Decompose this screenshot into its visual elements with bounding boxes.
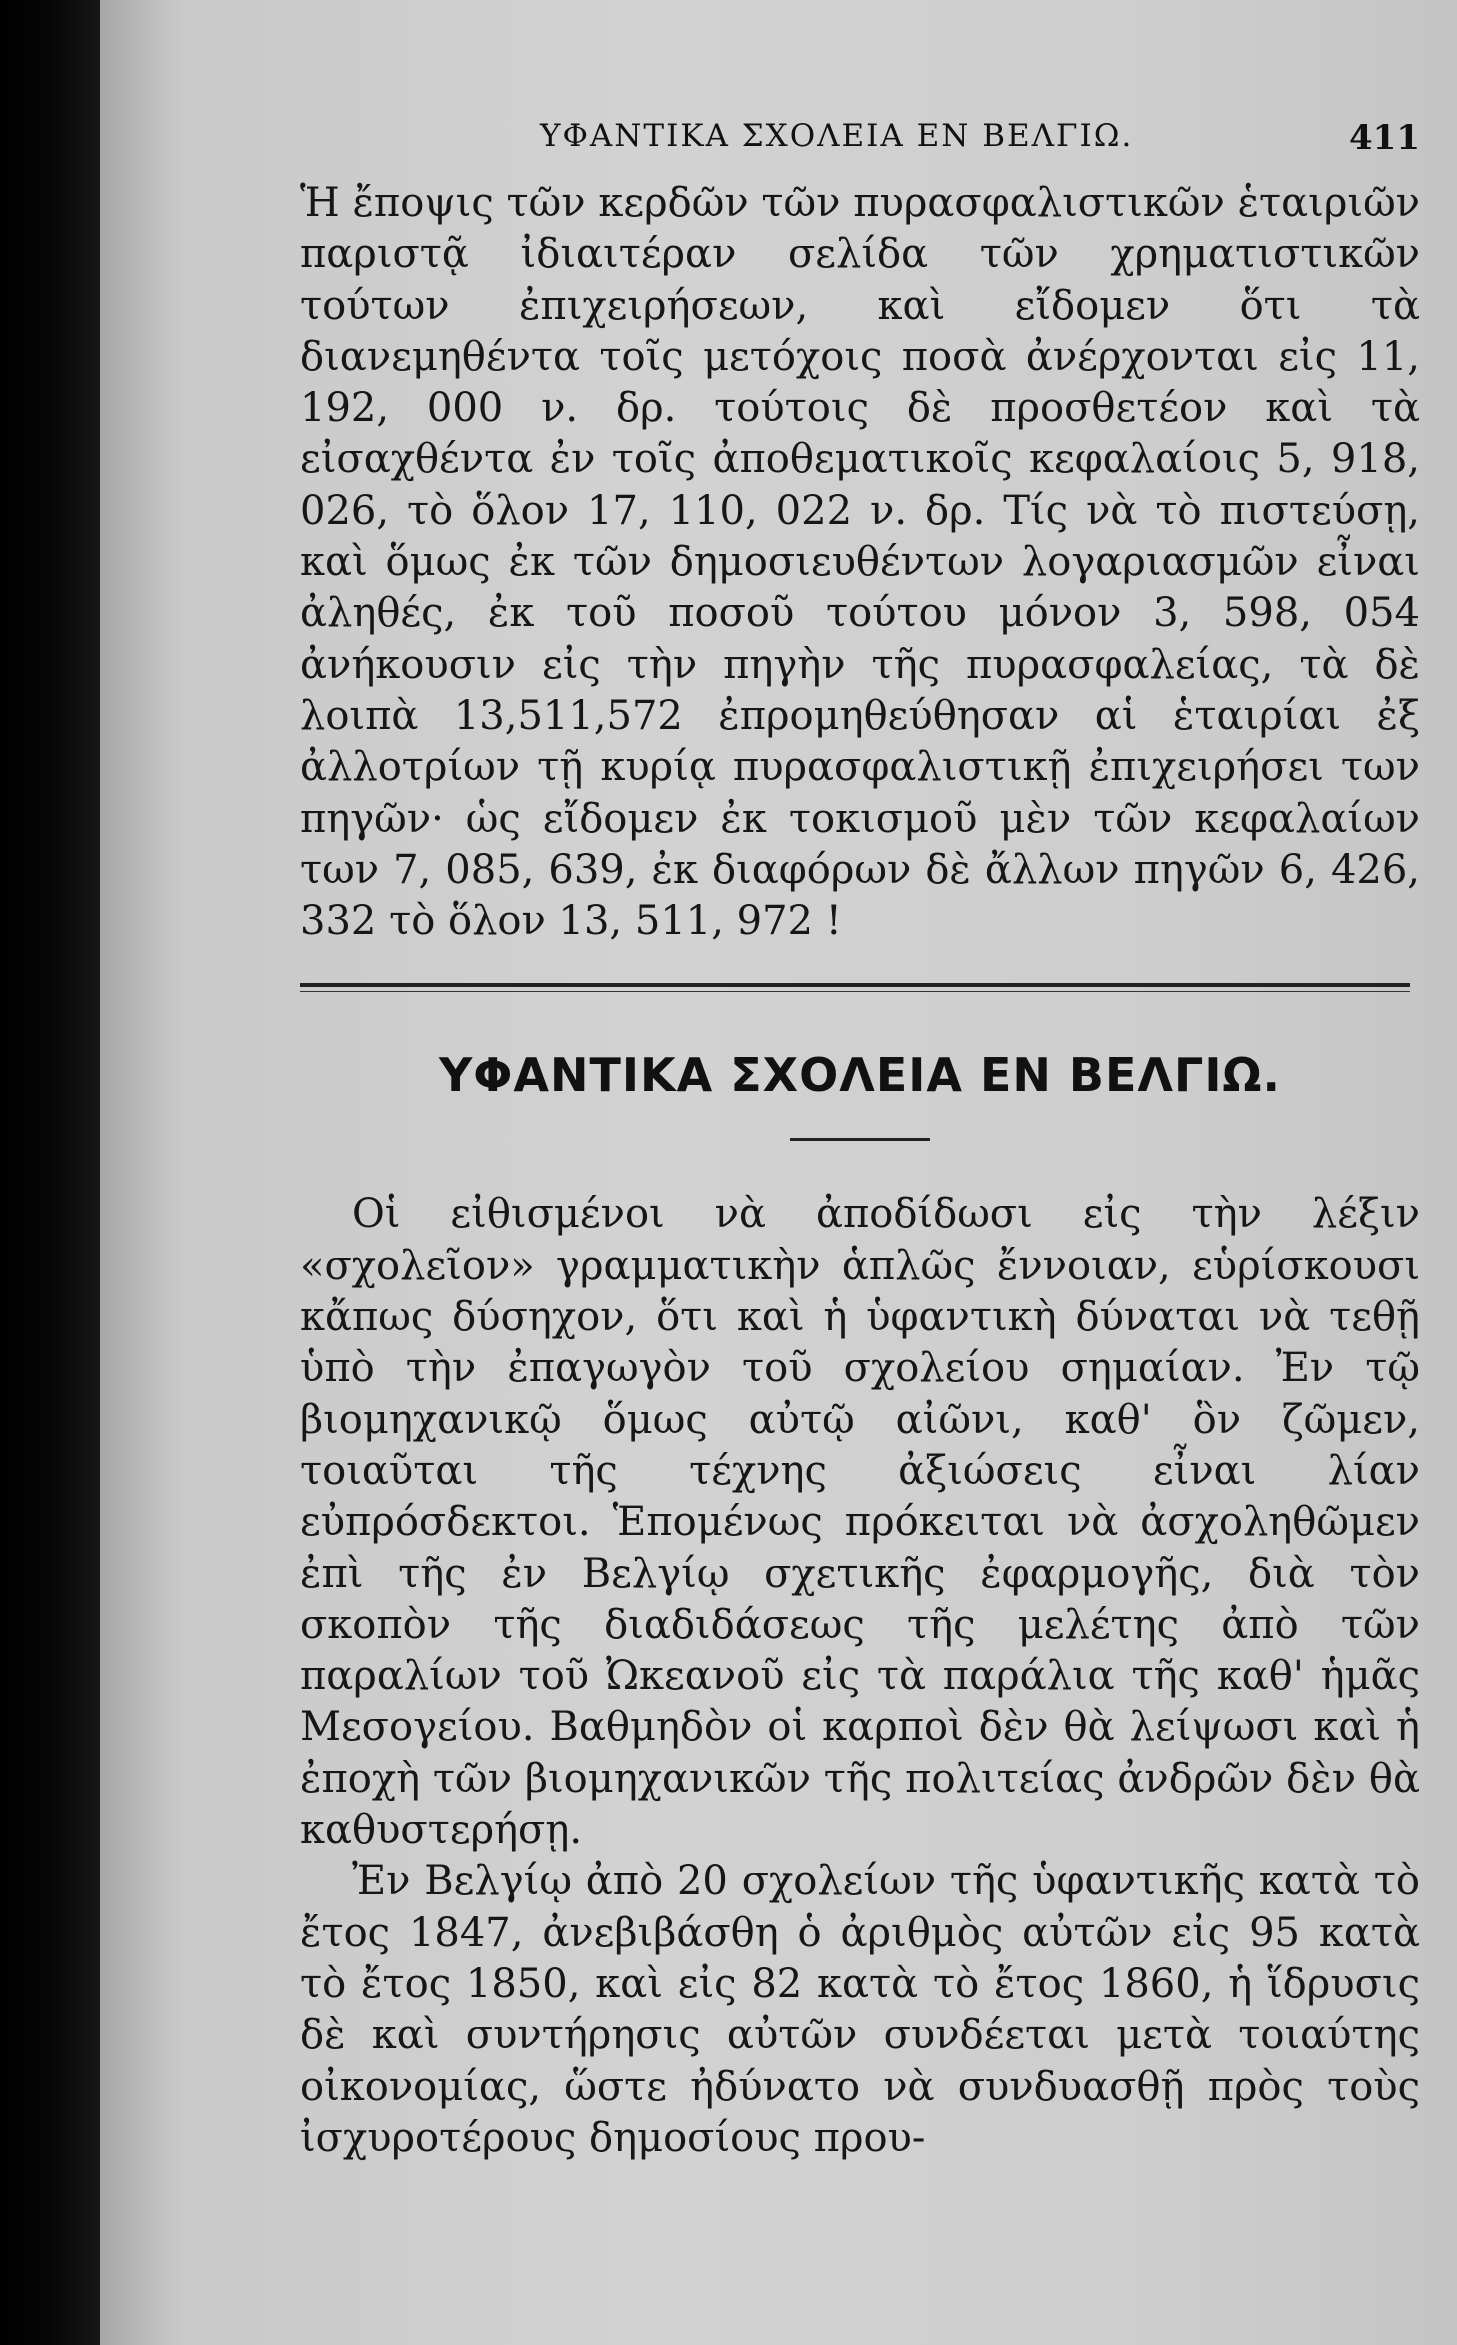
book-binding-shadow [0,0,108,2345]
book-page [100,0,1457,2345]
running-title: ΥΦΑΝΤΙΚΑ ΣΧΟΛΕΙΑ ΕΝ ΒΕΛΓΙΩ. [540,118,1134,154]
title-underline [790,1138,930,1141]
page-number: 411 [1349,118,1420,158]
paragraph-weaving-schools-belgium: Ἐν Βελγίῳ ἀπὸ 20 σχολείων τῆς ὑφαντικῆς κατὰ τὸ ἔτος 1847, ἀνεβιβάσθη ὁ ἀριθμὸς αὐτῶν εἰς 95 κατὰ τὸ ἔτος 1850, καὶ εἰς 82 κατὰ τὸ ἔτος 1860, ἡ ἵδρυσις δὲ καὶ συντήρησις αὐτῶν συνδέεται μετὰ τοιαύτης οἰκονομίας, ὥστε ἠδύνατο νὰ συνδυασθῇ πρὸς τοὺς ἰσχυροτέρους δημοσίους πρου- [300,1858,1420,2161]
section-title: ΥΦΑΝΤΙΚΑ ΣΧΟΛΕΙΑ ΕΝ ΒΕΛΓΙΩ. [438,1048,1282,1103]
paragraph-fire-insurance-profits: Ἡ ἔποψις τῶν κερδῶν τῶν πυρασφαλιστικῶν ἑταιριῶν παριστᾷ ἰδιαιτέραν σελίδα τῶν χρηματιστικῶν τούτων ἐπιχειρήσεων, καὶ εἴδομεν ὅτι τὰ διανεμηθέντα τοῖς μετόχοις ποσὰ ἀνέρχονται εἰς 11, 192, 000 ν. δρ. τούτοις δὲ προσθετέον καὶ τὰ εἰσαχθέντα ἐν τοῖς ἀποθεματικοῖς κεφαλαίοις 5, 918, 026, τὸ ὅλον 17, 110, 022 ν. δρ. Τίς νὰ τὸ πιστεύσῃ, καὶ ὅμως ἐκ τῶν δημοσιευθέντων λογαριασμῶν εἶναι ἀληθές, ἐκ τοῦ ποσοῦ τούτου μόνον 3, 598, 054 ἀνήκουσιν εἰς τὴν πηγὴν τῆς πυρασφαλείας, τὰ δὲ λοιπὰ 13,511,572 ἐπρομηθεύθησαν αἱ ἑταιρίαι ἐξ ἀλλοτρίων τῇ κυρίᾳ πυρασφαλιστικῇ ἐπιχειρήσει των πηγῶν· ὡς εἴδομεν ἐκ τοκισμοῦ μὲν τῶν κεφαλαίων των 7, 085, 639, ἐκ διαφόρων δὲ ἄλλων πηγῶν 6, 426, 332 τὸ ὅλον 13, 511, 972 ! [300,180,1420,945]
section-divider-thin [300,991,1410,992]
paragraph-weaving-schools-intro: Οἱ εἰθισμένοι νὰ ἀποδίδωσι εἰς τὴν λέξιν «σχολεῖον» γραμματικὴν ἁπλῶς ἔννοιαν, εὑρίσκουσι κἄπως δύσηχον, ὅτι καὶ ἡ ὑφαντικὴ δύναται νὰ τεθῇ ὑπὸ τὴν ἐπαγωγὸν τοῦ σχολείου σημαίαν. Ἐν τῷ βιομηχανικῷ ὅμως αὐτῷ αἰῶνι, καθ' ὃν ζῶμεν, τοιαῦται τῆς τέχνης ἀξιώσεις εἶναι λίαν εὐπρόσδεκτοι. Ἑπομένως πρόκειται νὰ ἀσχοληθῶμεν ἐπὶ τῆς ἐν Βελγίῳ σχετικῆς ἐφαρμογῆς, διὰ τὸν σκοπὸν τῆς διαδιδάσεως τῆς μελέτης ἀπὸ τῶν παραλίων τοῦ Ὠκεανοῦ εἰς τὰ παράλια τῆς καθ' ἡμᾶς Μεσογείου. Βαθμηδὸν οἱ καρποὶ δὲν θὰ λείψωσι καὶ ἡ ἐποχὴ τῶν βιομηχανικῶν τῆς πολιτείας ἀνδρῶν δὲν θὰ καθυστερήσῃ. [300,1191,1420,1854]
page-content [300,118,1420,2164]
section-divider-thick [300,983,1410,987]
running-head [300,118,1420,178]
